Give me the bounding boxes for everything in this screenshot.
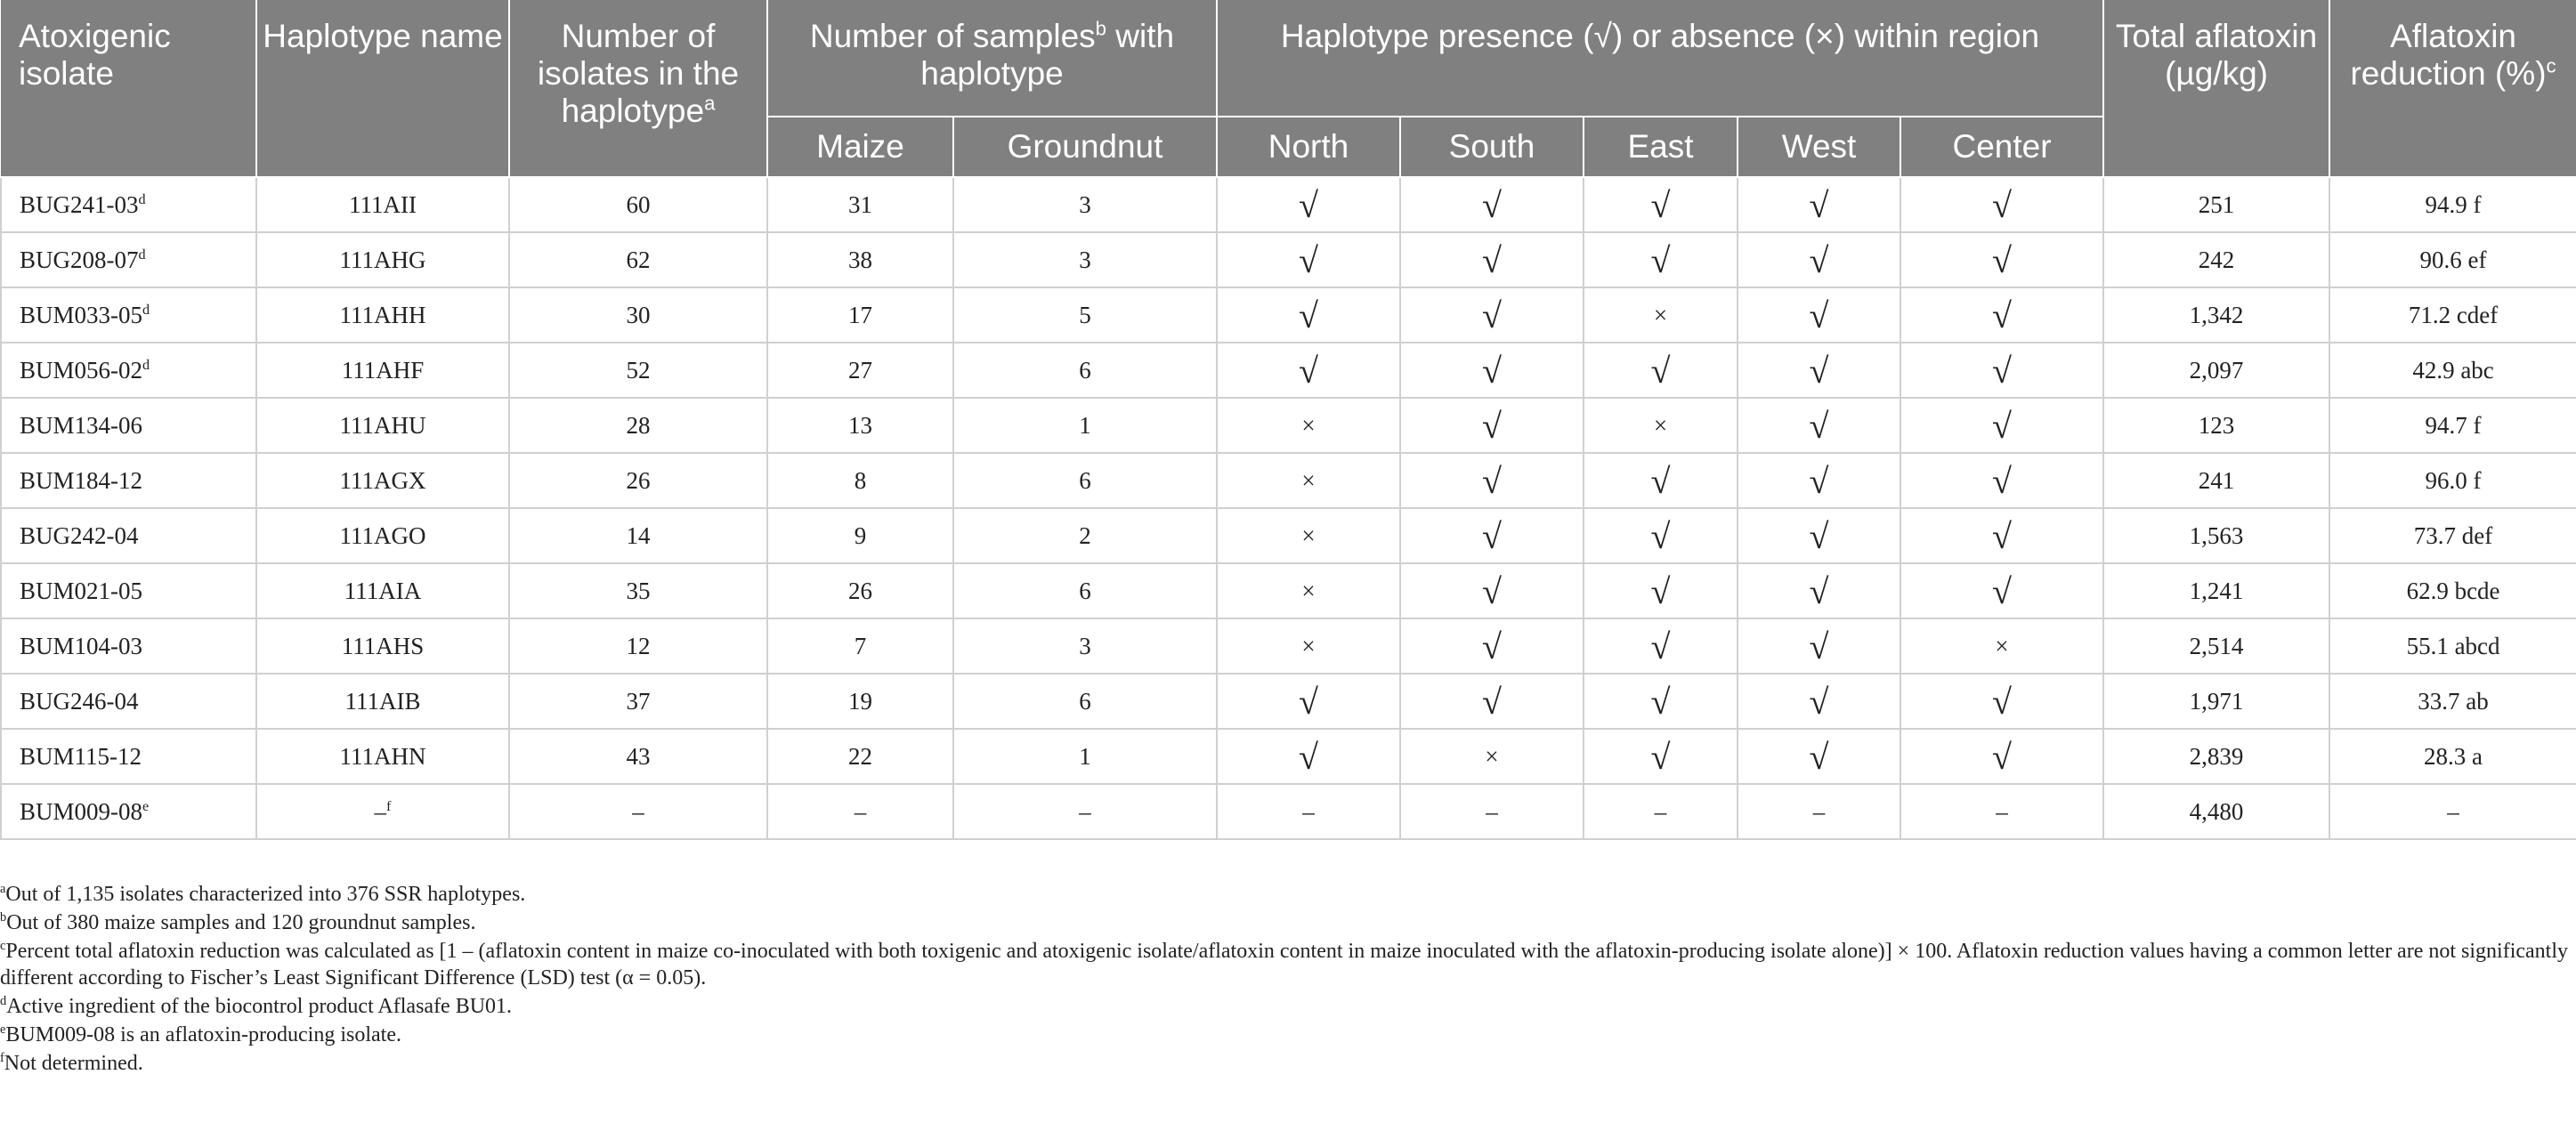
cell-east-presence: √ <box>1584 453 1738 508</box>
cell-east-presence: √ <box>1584 343 1738 398</box>
footnote: $^a$Out of 1,135 isolates characterized into 376 SSR haplotypes. <box>0 882 526 906</box>
cell-west-presence: √ <box>1738 453 1900 508</box>
cell-maize-samples: 7 <box>767 618 953 674</box>
cell-atoxigenic-isolate: BUG208-07$^d$ <box>1 232 256 287</box>
cell-aflatoxin-reduction: 90.6 ef <box>2329 232 2576 287</box>
cell-center-presence: √ <box>1900 453 2103 508</box>
cell-north-presence: – <box>1217 784 1400 839</box>
cell-north-presence: √ <box>1217 674 1400 729</box>
cell-center-presence: √ <box>1900 177 2103 232</box>
table-row <box>1 453 2576 508</box>
col-header-maize: Maize <box>767 117 953 177</box>
cell-maize-samples: 8 <box>767 453 953 508</box>
cell-aflatoxin-reduction: 94.9 f <box>2329 177 2576 232</box>
cell-north-presence: × <box>1217 563 1400 618</box>
cell-maize-samples: 27 <box>767 343 953 398</box>
cell-groundnut-samples: 2 <box>953 508 1217 563</box>
cell-haplotype-name: 111AGX <box>256 453 509 508</box>
cell-haplotype-name: 111AHG <box>256 232 509 287</box>
col-header-west: West <box>1738 117 1900 177</box>
col-header-haplotype-presence: Haplotype presence (√) or absence (×) within region <box>1217 0 2103 117</box>
cell-south-presence: √ <box>1400 287 1584 343</box>
cell-east-presence: √ <box>1584 563 1738 618</box>
cell-haplotype-name: 111AGO <box>256 508 509 563</box>
cell-aflatoxin-reduction: 73.7 def <box>2329 508 2576 563</box>
cell-center-presence: √ <box>1900 343 2103 398</box>
cell-total-aflatoxin: 241 <box>2103 453 2329 508</box>
cell-center-presence: √ <box>1900 287 2103 343</box>
col-header-number-of-isolates: Number of isolates in the haplotype$^a$ <box>509 0 767 177</box>
cell-aflatoxin-reduction: 55.1 abcd <box>2329 618 2576 674</box>
cell-west-presence: √ <box>1738 343 1900 398</box>
cell-maize-samples: 9 <box>767 508 953 563</box>
table-row <box>1 674 2576 729</box>
cell-haplotype-name: –$^f$ <box>256 784 509 839</box>
cell-maize-samples: 13 <box>767 398 953 453</box>
col-header-aflatoxin-reduction: Aflatoxin reduction (%)$^c$ <box>2329 0 2576 177</box>
cell-total-aflatoxin: 2,514 <box>2103 618 2329 674</box>
cell-aflatoxin-reduction: 96.0 f <box>2329 453 2576 508</box>
cell-maize-samples: 31 <box>767 177 953 232</box>
cell-maize-samples: 22 <box>767 729 953 784</box>
cell-groundnut-samples: 1 <box>953 729 1217 784</box>
cell-maize-samples: – <box>767 784 953 839</box>
cell-west-presence: √ <box>1738 508 1900 563</box>
cell-east-presence: √ <box>1584 508 1738 563</box>
cell-atoxigenic-isolate: BUG241-03$^d$ <box>1 177 256 232</box>
footnote: $^c$Percent total aflatoxin reduction was calculated as [1 – (aflatoxin content in maize co-inoculated with both toxigenic and atoxigenic isolate/aflatoxin content in maize inoculated with the aflatoxin-producing isolate alone)] × 100. Aflatoxin reduction values having a common letter are not significantly different according to Fischer’s Least Significant Difference (LSD) test (α = 0.05). <box>0 939 2568 990</box>
footnote: $^b$Out of 380 maize samples and 120 groundnut samples. <box>0 910 476 934</box>
col-header-groundnut: Groundnut <box>953 117 1217 177</box>
table-row <box>1 618 2576 674</box>
cell-north-presence: × <box>1217 618 1400 674</box>
cell-atoxigenic-isolate: BUG246-04 <box>1 674 256 729</box>
footnote: $^f$Not determined. <box>0 1051 143 1075</box>
cell-atoxigenic-isolate: BUM021-05 <box>1 563 256 618</box>
cell-north-presence: √ <box>1217 177 1400 232</box>
cell-haplotype-name: 111AHF <box>256 343 509 398</box>
cell-south-presence: √ <box>1400 674 1584 729</box>
cell-atoxigenic-isolate: BUM009-08e <box>1 784 256 839</box>
cell-center-presence: √ <box>1900 563 2103 618</box>
cell-total-aflatoxin: 1,563 <box>2103 508 2329 563</box>
cell-total-aflatoxin: 4,480 <box>2103 784 2329 839</box>
cell-number-of-isolates: 26 <box>509 453 767 508</box>
cell-number-of-isolates: 14 <box>509 508 767 563</box>
cell-atoxigenic-isolate: BUM033-05$^d$ <box>1 287 256 343</box>
cell-west-presence: √ <box>1738 287 1900 343</box>
cell-aflatoxin-reduction: – <box>2329 784 2576 839</box>
cell-north-presence: × <box>1217 453 1400 508</box>
cell-south-presence: √ <box>1400 508 1584 563</box>
cell-groundnut-samples: 1 <box>953 398 1217 453</box>
cell-aflatoxin-reduction: 28.3 a <box>2329 729 2576 784</box>
cell-south-presence: – <box>1400 784 1584 839</box>
table-row <box>1 563 2576 618</box>
cell-groundnut-samples: 6 <box>953 674 1217 729</box>
cell-atoxigenic-isolate: BUG242-04 <box>1 508 256 563</box>
cell-south-presence: × <box>1400 729 1584 784</box>
cell-maize-samples: 17 <box>767 287 953 343</box>
footnote: $^d$Active ingredient of the biocontrol product Aflasafe BU01. <box>0 994 513 1018</box>
cell-west-presence: √ <box>1738 618 1900 674</box>
cell-haplotype-name: 111AII <box>256 177 509 232</box>
cell-groundnut-samples: 3 <box>953 232 1217 287</box>
cell-groundnut-samples: 5 <box>953 287 1217 343</box>
cell-center-presence: √ <box>1900 232 2103 287</box>
cell-aflatoxin-reduction: 33.7 ab <box>2329 674 2576 729</box>
cell-total-aflatoxin: 251 <box>2103 177 2329 232</box>
cell-haplotype-name: 111AHU <box>256 398 509 453</box>
cell-north-presence: √ <box>1217 343 1400 398</box>
cell-number-of-isolates: 37 <box>509 674 767 729</box>
cell-south-presence: √ <box>1400 398 1584 453</box>
cell-atoxigenic-isolate: BUM056-02$^d$ <box>1 343 256 398</box>
col-header-east: East <box>1584 117 1738 177</box>
cell-south-presence: √ <box>1400 563 1584 618</box>
cell-total-aflatoxin: 123 <box>2103 398 2329 453</box>
cell-groundnut-samples: 6 <box>953 563 1217 618</box>
cell-north-presence: × <box>1217 398 1400 453</box>
col-header-north: North <box>1217 117 1400 177</box>
table-row <box>1 287 2576 343</box>
col-header-number-of-samples: Number of samples$^b$ with haplotype <box>767 0 1217 117</box>
cell-groundnut-samples: 3 <box>953 618 1217 674</box>
cell-total-aflatoxin: 1,971 <box>2103 674 2329 729</box>
col-header-haplotype-name: Haplotype name <box>256 0 509 177</box>
cell-total-aflatoxin: 1,342 <box>2103 287 2329 343</box>
cell-west-presence: √ <box>1738 177 1900 232</box>
cell-haplotype-name: 111AHN <box>256 729 509 784</box>
cell-number-of-isolates: 35 <box>509 563 767 618</box>
cell-maize-samples: 19 <box>767 674 953 729</box>
cell-aflatoxin-reduction: 94.7 f <box>2329 398 2576 453</box>
cell-east-presence: – <box>1584 784 1738 839</box>
cell-south-presence: √ <box>1400 177 1584 232</box>
cell-west-presence: – <box>1738 784 1900 839</box>
cell-north-presence: √ <box>1217 232 1400 287</box>
cell-groundnut-samples: 6 <box>953 453 1217 508</box>
cell-number-of-isolates: 52 <box>509 343 767 398</box>
cell-south-presence: √ <box>1400 618 1584 674</box>
footnotes <box>0 881 2576 1079</box>
cell-atoxigenic-isolate: BUM184-12 <box>1 453 256 508</box>
cell-maize-samples: 38 <box>767 232 953 287</box>
cell-center-presence: √ <box>1900 398 2103 453</box>
cell-west-presence: √ <box>1738 563 1900 618</box>
cell-south-presence: √ <box>1400 343 1584 398</box>
table-row <box>1 508 2576 563</box>
cell-east-presence: √ <box>1584 618 1738 674</box>
cell-number-of-isolates: 62 <box>509 232 767 287</box>
table-row <box>1 784 2576 839</box>
cell-groundnut-samples: 3 <box>953 177 1217 232</box>
table-body <box>1 177 2576 839</box>
cell-west-presence: √ <box>1738 729 1900 784</box>
cell-haplotype-name: 111AHH <box>256 287 509 343</box>
cell-center-presence: √ <box>1900 674 2103 729</box>
cell-east-presence: √ <box>1584 674 1738 729</box>
cell-total-aflatoxin: 1,241 <box>2103 563 2329 618</box>
cell-east-presence: √ <box>1584 177 1738 232</box>
cell-atoxigenic-isolate: BUM115-12 <box>1 729 256 784</box>
cell-number-of-isolates: 12 <box>509 618 767 674</box>
cell-total-aflatoxin: 242 <box>2103 232 2329 287</box>
cell-groundnut-samples: 6 <box>953 343 1217 398</box>
cell-west-presence: √ <box>1738 674 1900 729</box>
cell-center-presence: × <box>1900 618 2103 674</box>
cell-north-presence: √ <box>1217 287 1400 343</box>
cell-aflatoxin-reduction: 42.9 abc <box>2329 343 2576 398</box>
cell-atoxigenic-isolate: BUM134-06 <box>1 398 256 453</box>
cell-west-presence: √ <box>1738 398 1900 453</box>
cell-number-of-isolates: 28 <box>509 398 767 453</box>
cell-number-of-isolates: 30 <box>509 287 767 343</box>
col-header-atoxigenic-isolate: Atoxigenic isolate <box>1 0 256 177</box>
table-row <box>1 398 2576 453</box>
cell-number-of-isolates: 43 <box>509 729 767 784</box>
cell-haplotype-name: 111AIA <box>256 563 509 618</box>
table-row <box>1 232 2576 287</box>
cell-north-presence: × <box>1217 508 1400 563</box>
cell-maize-samples: 26 <box>767 563 953 618</box>
cell-east-presence: × <box>1584 398 1738 453</box>
col-header-south: South <box>1400 117 1584 177</box>
footnote: $^e$BUM009-08 is an aflatoxin-producing isolate. <box>0 1022 401 1046</box>
col-header-center: Center <box>1900 117 2103 177</box>
cell-center-presence: – <box>1900 784 2103 839</box>
cell-north-presence: √ <box>1217 729 1400 784</box>
cell-east-presence: √ <box>1584 232 1738 287</box>
table-row <box>1 177 2576 232</box>
table-row <box>1 343 2576 398</box>
cell-aflatoxin-reduction: 71.2 cdef <box>2329 287 2576 343</box>
cell-atoxigenic-isolate: BUM104-03 <box>1 618 256 674</box>
cell-east-presence: √ <box>1584 729 1738 784</box>
cell-center-presence: √ <box>1900 729 2103 784</box>
cell-total-aflatoxin: 2,097 <box>2103 343 2329 398</box>
cell-number-of-isolates: 60 <box>509 177 767 232</box>
cell-east-presence: × <box>1584 287 1738 343</box>
cell-south-presence: √ <box>1400 232 1584 287</box>
cell-center-presence: √ <box>1900 508 2103 563</box>
cell-total-aflatoxin: 2,839 <box>2103 729 2329 784</box>
cell-aflatoxin-reduction: 62.9 bcde <box>2329 563 2576 618</box>
cell-south-presence: √ <box>1400 453 1584 508</box>
cell-haplotype-name: 111AIB <box>256 674 509 729</box>
col-header-total-aflatoxin: Total aflatoxin (µg/kg) <box>2103 0 2329 177</box>
cell-groundnut-samples: – <box>953 784 1217 839</box>
cell-west-presence: √ <box>1738 232 1900 287</box>
cell-haplotype-name: 111AHS <box>256 618 509 674</box>
cell-number-of-isolates: – <box>509 784 767 839</box>
table-row <box>1 729 2576 784</box>
